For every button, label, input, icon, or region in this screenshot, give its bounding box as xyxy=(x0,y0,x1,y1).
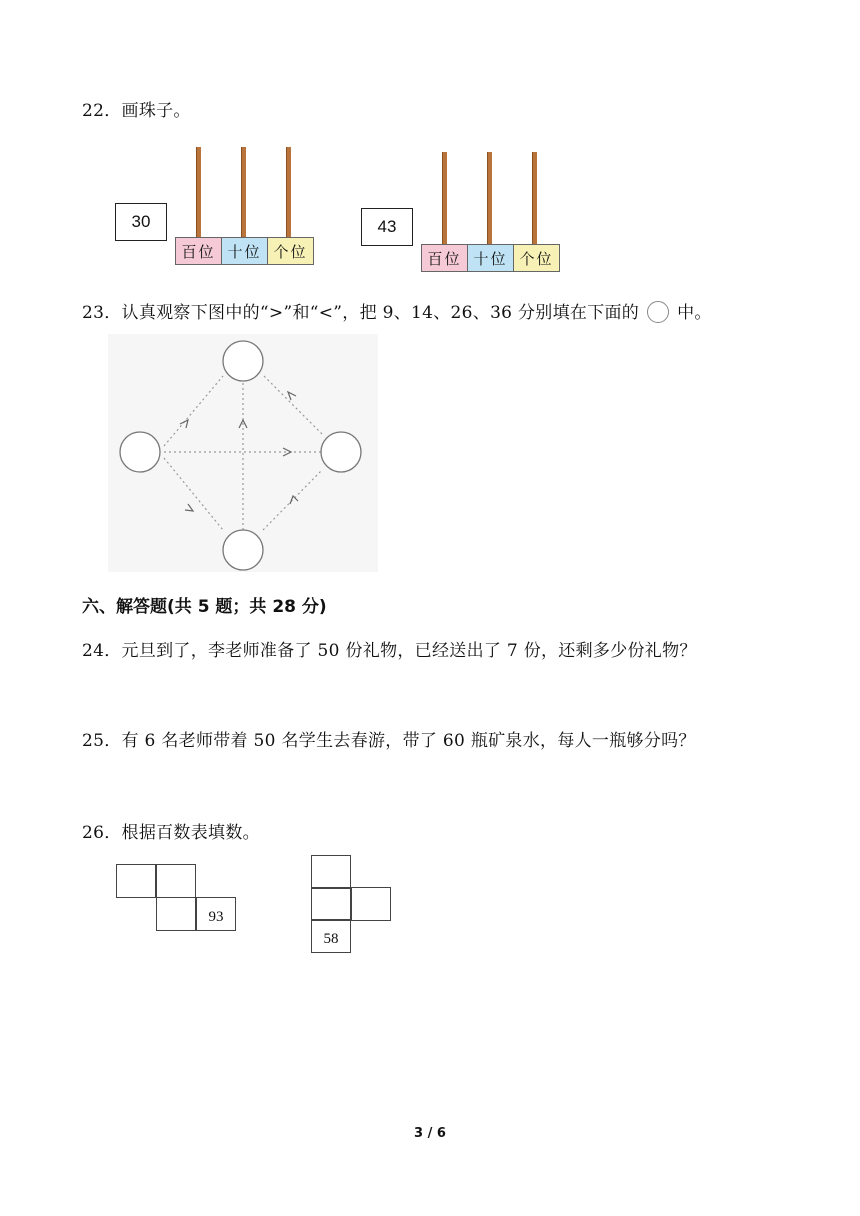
rod-tens xyxy=(241,147,246,237)
place-value-labels xyxy=(421,244,560,272)
arrow-left-top xyxy=(180,420,188,428)
section-6-title: 六、解答题(共 5 题；共 28 分) xyxy=(82,597,327,617)
label-hundreds: 百位 xyxy=(422,245,468,271)
page-number: 3 / 6 xyxy=(414,1126,446,1141)
grid-cell xyxy=(116,864,156,898)
grid-cell xyxy=(156,897,196,931)
question-22: 22．画珠子。 xyxy=(82,101,191,121)
hundred-chart-shape-1 xyxy=(116,864,241,934)
rod-hundreds xyxy=(442,152,447,244)
circle-icon xyxy=(647,301,669,323)
rod-ones xyxy=(286,147,291,237)
place-value-labels xyxy=(175,237,314,265)
arrow-right-top xyxy=(288,392,296,400)
question-23-end: 中。 xyxy=(677,303,712,323)
comparison-diagram-svg xyxy=(108,334,378,572)
line-top-right xyxy=(264,376,322,434)
abacus-2 xyxy=(421,150,566,272)
comparison-diagram xyxy=(108,334,378,572)
question-23-text: 23．认真观察下图中的“>”和“<”，把 9、14、26、36 分别填在下面的 xyxy=(82,303,640,323)
line-bottom-right xyxy=(263,470,322,530)
arrow-right-bottom xyxy=(290,496,298,504)
hundred-chart-shape-2 xyxy=(311,855,396,955)
rod-tens xyxy=(487,152,492,244)
number-box-30: 30 xyxy=(115,203,167,241)
label-ones: 个位 xyxy=(514,245,559,271)
grid-cell xyxy=(156,864,196,898)
rod-ones xyxy=(532,152,537,244)
label-tens: 十位 xyxy=(222,238,268,264)
question-24: 24．元旦到了，李老师准备了 50 份礼物，已经送出了 7 份，还剩多少份礼物？ xyxy=(82,641,697,661)
question-25: 25．有 6 名老师带着 50 名学生去春游，带了 60 瓶矿泉水，每人一瓶够分吗？ xyxy=(82,731,696,751)
circle-left xyxy=(120,432,160,472)
line-left-bottom xyxy=(164,458,223,530)
label-ones: 个位 xyxy=(268,238,313,264)
question-26: 26．根据百数表填数。 xyxy=(82,823,260,843)
circle-bottom xyxy=(223,530,263,570)
label-tens: 十位 xyxy=(468,245,514,271)
line-left-top xyxy=(164,376,223,446)
circle-right xyxy=(321,432,361,472)
abacus-1 xyxy=(175,145,320,267)
number-box-43: 43 xyxy=(361,208,413,246)
grid-cell xyxy=(351,887,391,921)
arrow-left-bottom xyxy=(185,504,193,511)
grid-cell xyxy=(311,855,351,889)
label-hundreds: 百位 xyxy=(176,238,222,264)
grid-cell xyxy=(311,887,351,921)
grid-cell-58: 58 xyxy=(311,919,351,953)
question-23 xyxy=(82,298,712,323)
grid-cell-93: 93 xyxy=(196,897,236,931)
rod-hundreds xyxy=(196,147,201,237)
circle-top xyxy=(223,341,263,381)
